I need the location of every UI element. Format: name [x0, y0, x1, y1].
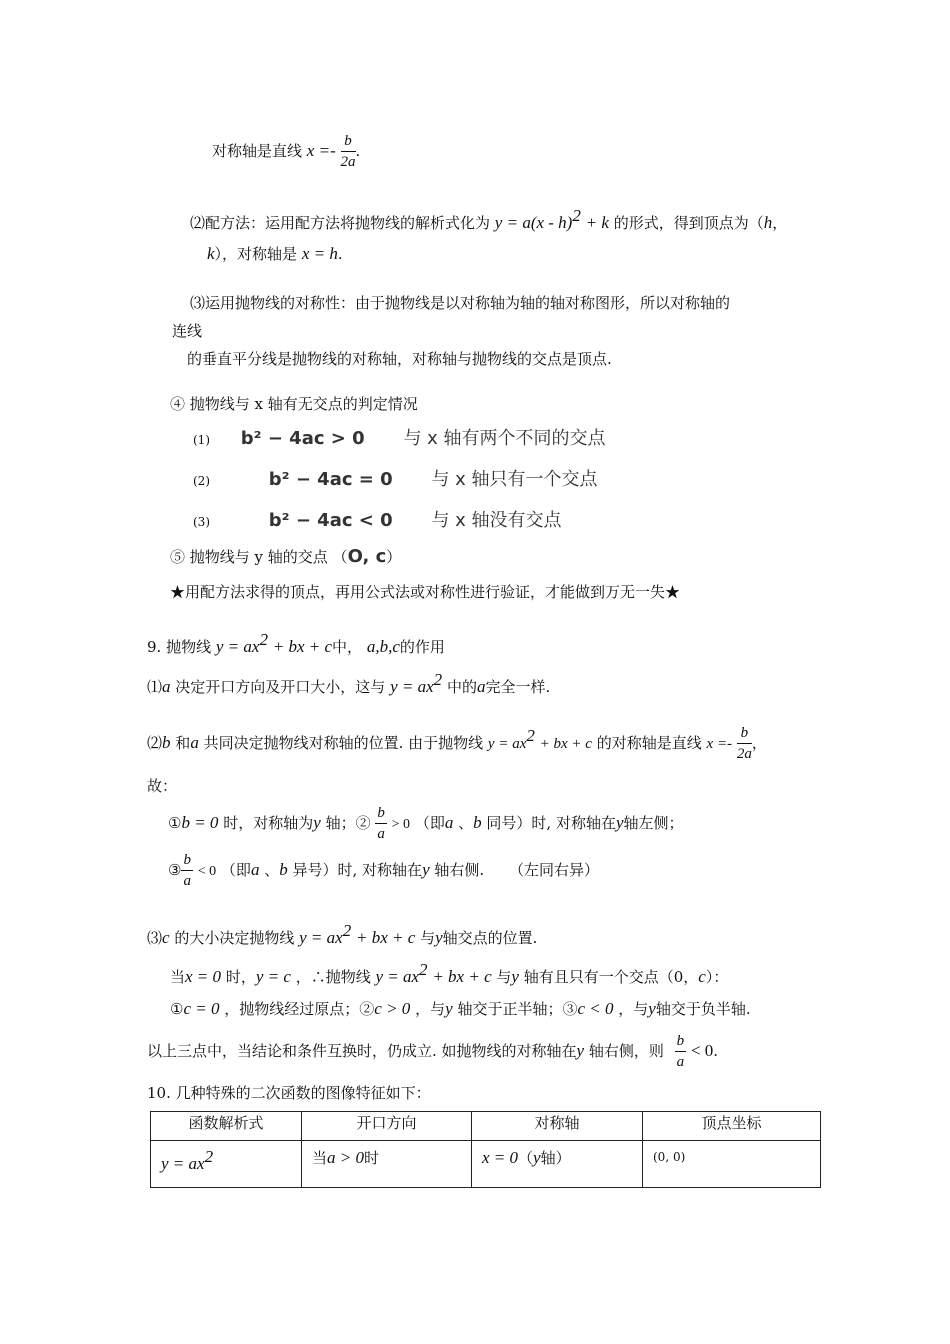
- star-note: ★用配方法求得的顶点，再用公式法或对称性进行验证，才能做到万无一失★: [170, 583, 681, 601]
- discriminant-expr: b² − 4ac = 0: [268, 469, 393, 490]
- case-2: [193, 465, 598, 491]
- math: y: [576, 1041, 585, 1060]
- section-9-2-case-a: [168, 806, 684, 842]
- fraction: [341, 134, 356, 170]
- table-row: [151, 1141, 821, 1188]
- text: 同号）时, 对称轴在: [486, 814, 616, 832]
- fraction: [737, 726, 752, 762]
- case-index: (2): [193, 474, 210, 488]
- math: + bx + c: [272, 637, 333, 656]
- text: 、: [264, 861, 280, 879]
- math: b: [473, 813, 482, 832]
- exponent: 2: [526, 726, 535, 745]
- text: 轴交点的位置.: [442, 929, 538, 947]
- text: ⑵配方法：运用配方法将抛物线的解析式化为: [190, 214, 491, 232]
- text: 时，: [225, 968, 256, 986]
- text: .: [713, 1042, 719, 1060]
- text: 9. 抛物线: [147, 638, 212, 656]
- text: 与: [420, 929, 436, 947]
- math: a: [476, 677, 486, 696]
- fraction: [675, 1034, 687, 1070]
- numerator: b: [181, 853, 193, 871]
- math: y: [313, 813, 321, 832]
- text: 以上三点中，当结论和条件互换时，仍成立. 如抛物线的对称轴在: [147, 1042, 577, 1060]
- section-9-3-b: [170, 998, 751, 1019]
- math: a > 0: [327, 1148, 364, 1167]
- math: x = 0: [482, 1148, 519, 1167]
- denominator: 2a: [340, 154, 356, 170]
- math: y = ax: [487, 736, 527, 752]
- math: + bx + c: [432, 967, 492, 986]
- text: 的作用: [399, 638, 445, 656]
- text: ⑤ 抛物线与 y 轴的交点 （: [170, 548, 348, 566]
- text: （即: [220, 861, 251, 879]
- text: 轴有且只有一个交点（0，: [523, 968, 699, 986]
- text: 轴交于负半轴.: [655, 1000, 751, 1018]
- math: a: [250, 860, 260, 879]
- case-desc: 与 x 轴有两个不同的交点: [403, 428, 606, 449]
- symmetry-method-line-2: 连线: [172, 322, 203, 340]
- math: k: [207, 244, 215, 263]
- math: y: [435, 928, 443, 947]
- text: 轴；②: [325, 814, 371, 832]
- completing-square-line-2: [207, 243, 343, 264]
- text: （: [518, 1149, 534, 1167]
- text: 时，对称轴为: [223, 814, 314, 832]
- table-header-cell: 函数解析式: [151, 1112, 302, 1141]
- section-9-3-a: [170, 960, 728, 987]
- discriminant-expr: b² − 4ac > 0: [240, 428, 365, 449]
- text: ，抛物线经过原点；②: [224, 1000, 375, 1018]
- case-3: [193, 506, 562, 532]
- math: c: [162, 928, 170, 947]
- table-cell-opening: [302, 1141, 472, 1188]
- text: 中，: [332, 638, 363, 656]
- text: ⑶: [147, 929, 163, 947]
- denominator: a: [377, 826, 385, 842]
- math: + k: [585, 213, 609, 232]
- table-cell-vertex: [643, 1141, 821, 1188]
- text: 共同决定抛物线对称轴的位置. 由于抛物线: [203, 734, 484, 752]
- symmetry-axis-line: [212, 134, 360, 170]
- table-header-cell: 对称轴: [472, 1112, 643, 1141]
- math: b: [162, 733, 171, 752]
- text: .: [355, 142, 361, 160]
- section-9-2: [147, 726, 767, 762]
- math: x =-: [306, 141, 336, 160]
- math: b = 0: [181, 813, 219, 832]
- section-9-1: [147, 670, 550, 697]
- features-table: [150, 1111, 821, 1188]
- exponent: 2: [433, 670, 443, 689]
- math: a: [162, 677, 171, 696]
- text: （即: [414, 814, 445, 832]
- symmetry-method-line-3: 的垂直平分线是抛物线的对称轴，对称轴与抛物线的交点是顶点.: [187, 350, 612, 368]
- intersection-title: ④ 抛物线与 x 轴有无交点的判定情况: [170, 395, 418, 413]
- text: (0, 0): [653, 1150, 686, 1164]
- numerator: b: [375, 806, 387, 824]
- math: y: [445, 999, 453, 1018]
- math: + bx + c: [355, 928, 416, 947]
- completing-square-line: [190, 206, 787, 233]
- math: O, c: [347, 546, 387, 567]
- text: 决定开口方向及开口大小，这与: [175, 678, 386, 696]
- text: ⑴: [147, 678, 163, 696]
- table-header-row: [151, 1112, 821, 1141]
- text: 、: [458, 814, 474, 832]
- text: 的大小决定抛物线: [174, 929, 295, 947]
- math: c = 0: [183, 999, 220, 1018]
- text: 对称轴是直线: [212, 142, 303, 160]
- math: y = ax: [375, 967, 420, 986]
- text: 时: [364, 1149, 380, 1167]
- math: y: [422, 860, 430, 879]
- y-intercept-line: [170, 546, 401, 567]
- exponent: 2: [259, 630, 268, 649]
- text: ，与: [415, 1000, 446, 1018]
- table-cell-axis: [472, 1141, 643, 1188]
- math: x = h: [301, 244, 338, 263]
- section-9-2-case-b: [168, 853, 599, 889]
- discriminant-expr: b² − 4ac < 0: [268, 510, 393, 531]
- text: ⑵: [147, 734, 163, 752]
- section-10-title: 10. 几种特殊的二次函数的图像特征如下：: [147, 1084, 431, 1102]
- math: a: [444, 813, 454, 832]
- math: x = 0: [185, 967, 222, 986]
- text: .: [337, 245, 343, 263]
- text: ①: [168, 814, 182, 832]
- text: 轴交于正半轴；③: [457, 1000, 578, 1018]
- text: ，与: [618, 1000, 649, 1018]
- math: c < 0: [577, 999, 614, 1018]
- text: 中的: [446, 678, 477, 696]
- text: 完全一样.: [485, 678, 551, 696]
- denominator: 2a: [736, 746, 752, 762]
- math: a: [190, 733, 199, 752]
- section-9-summary: [147, 1034, 718, 1070]
- text: ）：: [705, 968, 729, 986]
- math: c: [698, 967, 706, 986]
- math: y: [648, 999, 656, 1018]
- case-index: (3): [193, 515, 210, 529]
- math: y: [511, 967, 519, 986]
- math: y = a(x - h): [494, 213, 573, 232]
- text: 的对称轴是直线: [596, 734, 702, 752]
- text: ，∴抛物线: [295, 968, 371, 986]
- math: y = ax: [390, 677, 434, 696]
- math: + bx + c: [539, 736, 592, 752]
- case-1: [193, 424, 606, 450]
- text: ，: [751, 734, 767, 752]
- math: y = ax: [161, 1154, 205, 1173]
- denominator: a: [183, 873, 191, 889]
- math: y: [615, 813, 624, 832]
- symmetry-method-line: ⑶运用抛物线的对称性：由于抛物线是以对称轴为轴的轴对称图形，所以对称轴的: [190, 294, 731, 312]
- math: b: [279, 860, 288, 879]
- exponent: 2: [572, 206, 581, 225]
- text: （左同右异）: [508, 861, 599, 879]
- text: 轴右侧.: [434, 861, 485, 879]
- text: 轴左侧；: [623, 814, 684, 832]
- math: a,b,c: [366, 637, 400, 656]
- denominator: a: [676, 1054, 685, 1070]
- math: h: [763, 213, 773, 232]
- table-header-cell: 顶点坐标: [643, 1112, 821, 1141]
- fraction: [375, 806, 387, 842]
- case-desc: 与 x 轴只有一个交点: [431, 469, 598, 490]
- math: y = c: [255, 967, 291, 986]
- section-9-2-gu: 故：: [147, 777, 178, 795]
- table-cell-function: [151, 1141, 302, 1188]
- section-9-3: [147, 921, 537, 948]
- text: ①: [170, 1000, 184, 1018]
- text: 的形式，得到顶点为（: [613, 214, 764, 232]
- exponent: 2: [342, 921, 352, 940]
- table-header-cell: 开口方向: [302, 1112, 472, 1141]
- text: 异号）时, 对称轴在: [292, 861, 423, 879]
- math: y = ax: [215, 637, 260, 656]
- math: < 0: [690, 1041, 714, 1060]
- exponent: 2: [419, 960, 428, 979]
- text: 和: [175, 734, 191, 752]
- math: > 0: [391, 817, 411, 832]
- math: < 0: [197, 864, 217, 879]
- math: y: [533, 1148, 541, 1167]
- fraction: [181, 853, 193, 889]
- text: ），对称轴是: [214, 245, 298, 263]
- text: ③: [168, 861, 182, 879]
- case-index: (1): [193, 433, 210, 447]
- numerator: b: [341, 134, 356, 152]
- math: x =-: [706, 736, 733, 752]
- text: 当: [170, 968, 186, 986]
- numerator: b: [675, 1034, 687, 1052]
- text: ，: [772, 214, 788, 232]
- text: 轴）: [540, 1149, 571, 1167]
- math: c > 0: [374, 999, 411, 1018]
- exponent: 2: [204, 1147, 214, 1166]
- text: 轴右侧，则: [588, 1042, 664, 1060]
- math: y = ax: [299, 928, 343, 947]
- numerator: b: [737, 726, 752, 744]
- section-9-title: [147, 630, 445, 657]
- case-desc: 与 x 轴没有交点: [431, 510, 562, 531]
- text: 与: [496, 968, 512, 986]
- text: 当: [312, 1149, 328, 1167]
- text: ）: [386, 548, 402, 566]
